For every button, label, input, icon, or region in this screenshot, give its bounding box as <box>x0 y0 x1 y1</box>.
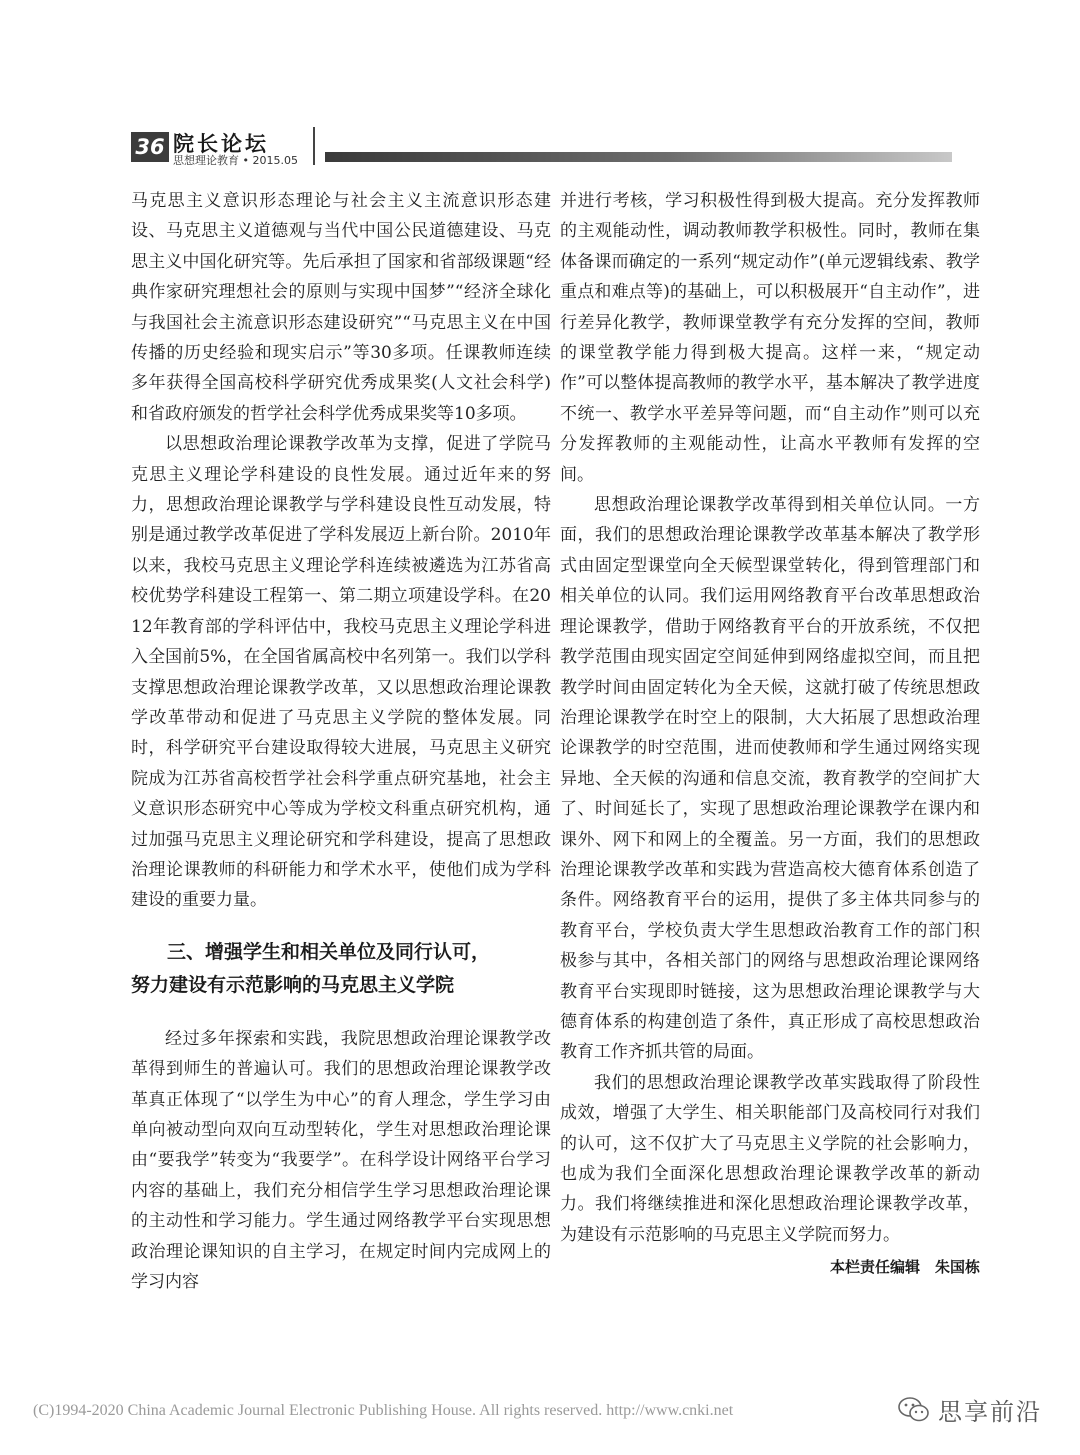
section-heading <box>131 936 551 1002</box>
column-editor: 本栏责任编辑 朱国栋 <box>829 1258 980 1277</box>
header-gradient-bar <box>325 152 952 162</box>
right-paragraph-3: 我们的思想政治理论课教学改革实践取得了阶段性成效，增强了大学生、相关职能部门及高校同行对我们的认可，这不仅扩大了马克思主义学院的社会影响力，也成为我们全面深化思想政治理论课教学改革的新动力。我们将继续推进和深化思想政治理论课教学改革，为建设有示范影响的马克思主义学院而努力。 <box>560 1072 980 1245</box>
right-column <box>560 186 980 1277</box>
right-paragraph-2: 思想政治理论课教学改革得到相关单位认同。一方面，我们的思想政治理论课教学改革基本解决了教学形式由固定型课堂向全天候型课堂转化，得到管理部门和相关单位的认同。我们运用网络教育平台改革思想政治理论课教学，借助于网络教育平台的开放系统，不仅把教学范围由现实固定空间延伸到网络虚拟空间，而且把教学时间由固定转化为全天候，这就打破了传统思想政治理论课教学在时空上的限制，大大拓展了思想政治理论课教学的时空范围，进而使教师和学生通过网络实现异地、全天候的沟通和信息交流，教育教学的空间扩大了、时间延长了，实现了思想政治理论课教学在课内和课外、网下和网上的全覆盖。另一方面，我们的思想政治理论课教学改革和实践为营造高校大德育体系创造了条件。网络教育平台的运用，提供了多主体共同参与的教育平台，学校负责大学生思想政治教育工作的部门积极参与其中，各相关部门的网络与思想政治理论课网络教育平台实现即时链接，这为思想政治理论课教学与大德育体系的构建创造了条件，真正形成了高校思想政治教育工作齐抓共管的局面。 <box>560 495 980 1063</box>
watermark-text: 思享前沿 <box>938 1398 1042 1426</box>
left-paragraph-3: 经过多年探索和实践，我院思想政治理论课教学改革得到师生的普遍认可。我们的思想政治理论课教学改革真正体现了“以学生为中心”的育人理念，学生学习由单向被动型向双向互动型转化，学生对思想政治理论课由“要我学”转变为“我要学”。在科学设计网络平台学习内容的基础上，我们充分相信学生学习思想政治理论课的主动性和学习能力。学生通过网络教学平台实现思想政治理论课知识的自主学习，在规定时间内完成网上的学习内容 <box>131 1028 551 1292</box>
header-divider <box>313 127 315 165</box>
wechat-icon <box>898 1396 930 1424</box>
left-column <box>131 186 551 1297</box>
page-number: 36 <box>131 132 169 162</box>
copyright-notice: (C)1994-2020 China Academic Journal Electronic Publishing House. All rights reserved. http://www.cnki.net <box>33 1402 734 1419</box>
section-title: 院长论坛 <box>173 132 269 156</box>
right-paragraph-1: 并进行考核，学习积极性得到极大提高。充分发挥教师的主观能动性，调动教师教学积极性。同时，教师在集体备课而确定的一系列“规定动作”(单元逻辑线索、教学重点和难点等)的基础上，可以积极展开“自主动作”，进行差异化教学，教师课堂教学有充分发挥的空间，教师的课堂教学能力得到极大提高。这样一来，“规定动作”可以整体提高教师的教学水平，基本解决了教学进度不统一、教学水平差异等问题，而“自主动作”则可以充分发挥教师的主观能动性，让高水平教师有发挥的空间。 <box>560 191 980 485</box>
section-heading-line-2: 努力建设有示范影响的马克思主义学院 <box>131 973 455 996</box>
left-paragraph-2: 以思想政治理论课教学改革为支撑，促进了学院马克思主义理论学科建设的良性发展。通过近年来的努力，思想政治理论课教学与学科建设良性互动发展，特别是通过教学改革促进了学科发展迈上新台阶。2010年以来，我校马克思主义理论学科连续被遴选为江苏省高校优势学科建设工程第一、第二期立项建设学科。在2012年教育部的学科评估中，我校马克思主义理论学科进入全国前5%，在全国省属高校中名列第一。我们以学科支撑思想政治理论课教学改革，又以思想政治理论课教学改革带动和促进了马克思主义学院的整体发展。同时，科学研究平台建设取得较大进展，马克思主义研究院成为江苏省高校哲学社会科学重点研究基地，社会主义意识形态研究中心等成为学校文科重点研究机构，通过加强马克思主义理论研究和学科建设，提高了思想政治理论课教师的科研能力和学术水平，使他们成为学科建设的重要力量。 <box>131 434 551 911</box>
watermark <box>898 1392 1042 1427</box>
section-heading-line-1: 三、增强学生和相关单位及同行认可， <box>167 940 491 963</box>
journal-issue: 思想理论教育 • 2015.05 <box>173 154 298 167</box>
left-paragraph-1: 马克思主义意识形态理论与社会主义主流意识形态建设、马克思主义道德观与当代中国公民道德建设、马克思主义中国化研究等。先后承担了国家和省部级课题“经典作家研究理想社会的原则与实现中国梦”“经济全球化与我国社会主流意识形态建设研究”“马克思主义在中国传播的历史经验和现实启示”等30多项。任课教师连续多年获得全国高校科学研究优秀成果奖(人文社会科学)和省政府颁发的哲学社会科学优秀成果奖等10多项。 <box>131 191 551 424</box>
